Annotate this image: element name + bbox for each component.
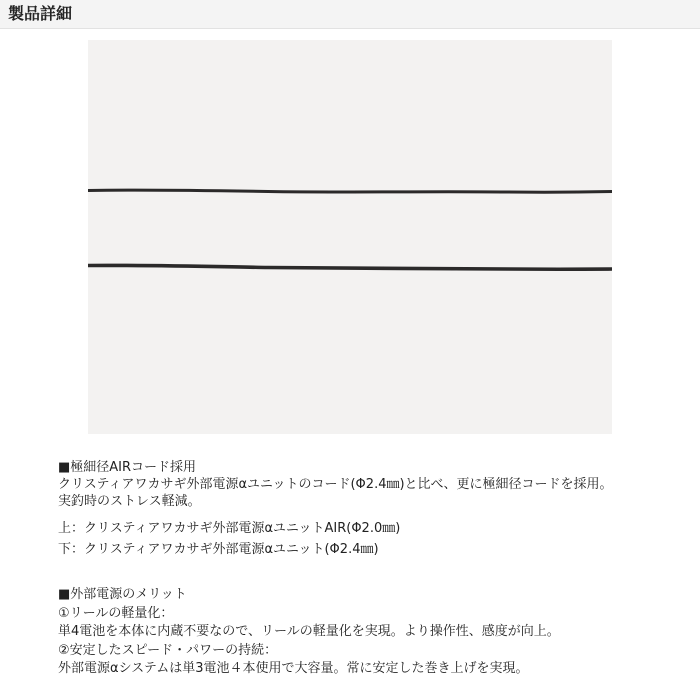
- section-header: [0, 0, 700, 29]
- feature-power-point1-text: 単4電池を本体に内蔵不要なので、リールの軽量化を実現。より操作性、感度が向上。: [58, 624, 560, 639]
- photo-background: [88, 40, 612, 434]
- feature-cord-heading: ■極細径AIRコード採用: [58, 460, 197, 475]
- feature-power-point2-title: ②安定したスピード・パワーの持続：: [58, 642, 278, 658]
- feature-power-block: [58, 586, 688, 679]
- comparison-top-label: 上：クリスティアワカサギ外部電源αユニットAIR(Φ2.0㎜): [58, 521, 401, 536]
- comparison-bottom-label: 下：クリスティアワカサギ外部電源αユニット(Φ2.4㎜): [58, 542, 379, 557]
- feature-power-heading: ■外部電源のメリット: [58, 587, 187, 602]
- cord-comparison-photo: [88, 40, 612, 434]
- feature-power-point2-text: 外部電源αシステムは単3電池４本使用で大容量。常に安定した巻き上げを実現。: [58, 661, 529, 676]
- cord-comparison-image: [88, 40, 612, 434]
- section-title: 製品詳細: [8, 4, 73, 23]
- feature-cord-block: [58, 459, 688, 510]
- comparison-block: [58, 519, 688, 560]
- feature-power-point1-title: ①リールの軽量化：: [58, 605, 174, 621]
- feature-cord-line1: クリスティアワカサギ外部電源αユニットのコード(Φ2.4㎜)と比べ、更に極細径コードを採用。: [58, 477, 613, 492]
- feature-cord-line2: 実釣時のストレス軽減。: [58, 494, 201, 509]
